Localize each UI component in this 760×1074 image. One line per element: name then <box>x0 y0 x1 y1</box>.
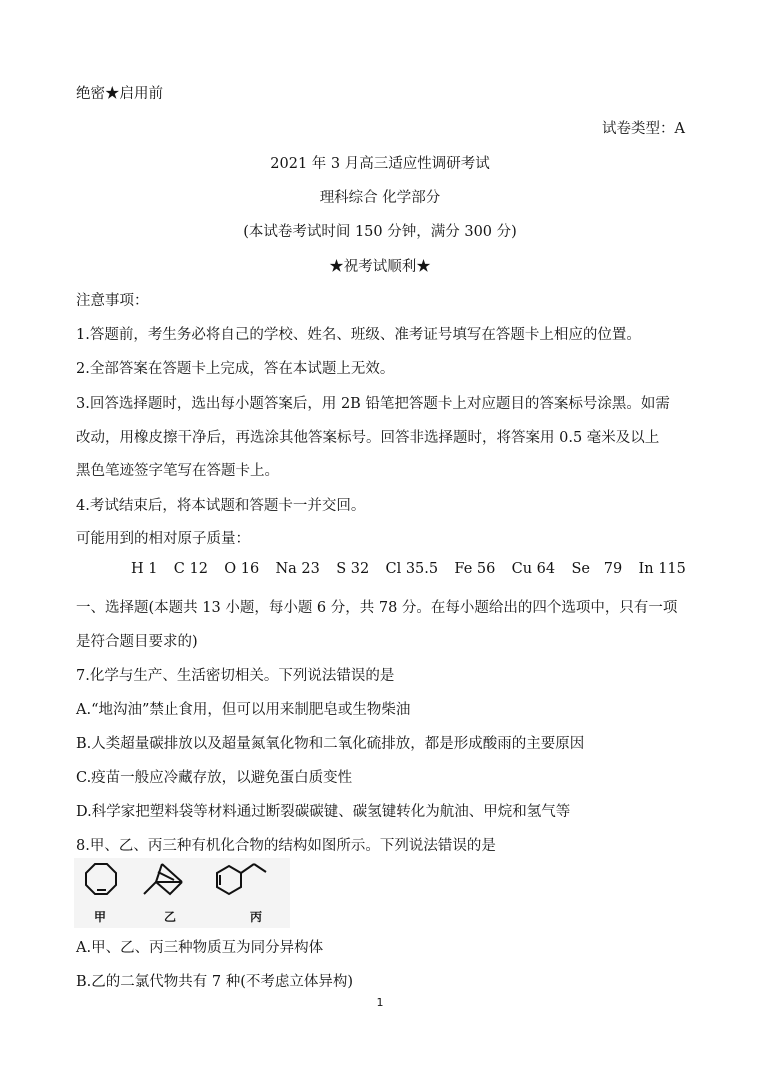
figure-label-yi: 乙 <box>164 910 177 924</box>
question-7-option-c: C.疫苗一般应冷藏存放，以避免蛋白质变性 <box>76 770 353 786</box>
question-7-option-b: B.人类超量碳排放以及超量氮氧化物和二氧化硫排放，都是形成酸雨的主要原因 <box>76 736 585 752</box>
atomic-mass: In 115 <box>638 561 686 577</box>
confidential-label: 绝密★启用前 <box>76 86 163 102</box>
question-8-option-b: B.乙的二氯代物共有 7 种(不考虑立体异构) <box>76 974 354 990</box>
note-item: 改动，用橡皮擦干净后，再选涂其他答案标号。回答非选择题时，将答案用 0.5 毫米及以上 <box>76 430 660 446</box>
structure-figure <box>74 858 290 928</box>
atomic-mass: C 12 <box>173 561 208 577</box>
exam-subtitle: 理科综合 化学部分 <box>319 190 441 206</box>
compound-yi-structure <box>144 864 182 894</box>
exam-info: (本试卷考试时间 150 分钟，满分 300 分) <box>243 224 517 240</box>
question-8-stem: 8.甲、乙、丙三种有机化合物的结构如图所示。下列说法错误的是 <box>76 838 496 854</box>
atomic-mass-heading: 可能用到的相对原子质量： <box>76 531 250 547</box>
note-item: 黑色笔迹签字笔写在答题卡上。 <box>76 463 279 479</box>
compound-jia-structure <box>86 864 116 894</box>
atomic-mass: Cu 64 <box>511 561 556 577</box>
good-luck-line: ★祝考试顺利★ <box>329 259 431 275</box>
note-item: 1.答题前，考生务必将自己的学校、姓名、班级、准考证号填写在答题卡上相应的位置。 <box>76 327 641 343</box>
notes-heading: 注意事项： <box>76 293 149 309</box>
page-number: 1 <box>376 996 384 1009</box>
section-heading: 一、选择题(本题共 13 小题，每小题 6 分，共 78 分。在每小题给出的四个选项中，只有一项 <box>76 600 678 616</box>
question-7-stem: 7.化学与生产、生活密切相关。下列说法错误的是 <box>76 668 395 684</box>
atomic-mass: S 32 <box>336 561 370 577</box>
note-item: 3.回答选择题时，选出每小题答案后，用 2B 铅笔把答题卡上对应题目的答案标号涂黑。如需 <box>76 396 670 412</box>
question-7-option-d: D.科学家把塑料袋等材料通过断裂碳碳键、碳氢键转化为航油、甲烷和氢气等 <box>76 804 571 820</box>
atomic-mass: H 1 <box>131 561 158 577</box>
figure-label-jia: 甲 <box>94 910 107 924</box>
compound-bing-structure <box>217 864 266 894</box>
atomic-mass: Se 79 <box>571 561 623 577</box>
atomic-mass-list <box>131 561 686 577</box>
note-item: 2.全部答案在答题卡上完成，答在本试题上无效。 <box>76 361 395 377</box>
note-item: 4.考试结束后，将本试题和答题卡一并交回。 <box>76 498 366 514</box>
section-heading-cont: 是符合题目要求的) <box>76 634 198 650</box>
atomic-mass: O 16 <box>224 561 260 577</box>
atomic-mass: Cl 35.5 <box>385 561 439 577</box>
question-7-option-a: A.“地沟油”禁止食用，但可以用来制肥皂或生物柴油 <box>76 702 411 718</box>
atomic-mass: Na 23 <box>275 561 320 577</box>
exam-title: 2021 年 3 月高三适应性调研考试 <box>270 156 490 172</box>
question-8-option-a: A.甲、乙、丙三种物质互为同分异构体 <box>76 940 324 956</box>
atomic-mass: Fe 56 <box>454 561 496 577</box>
figure-label-bing: 丙 <box>250 910 263 924</box>
paper-type: 试卷类型：A <box>602 121 685 137</box>
